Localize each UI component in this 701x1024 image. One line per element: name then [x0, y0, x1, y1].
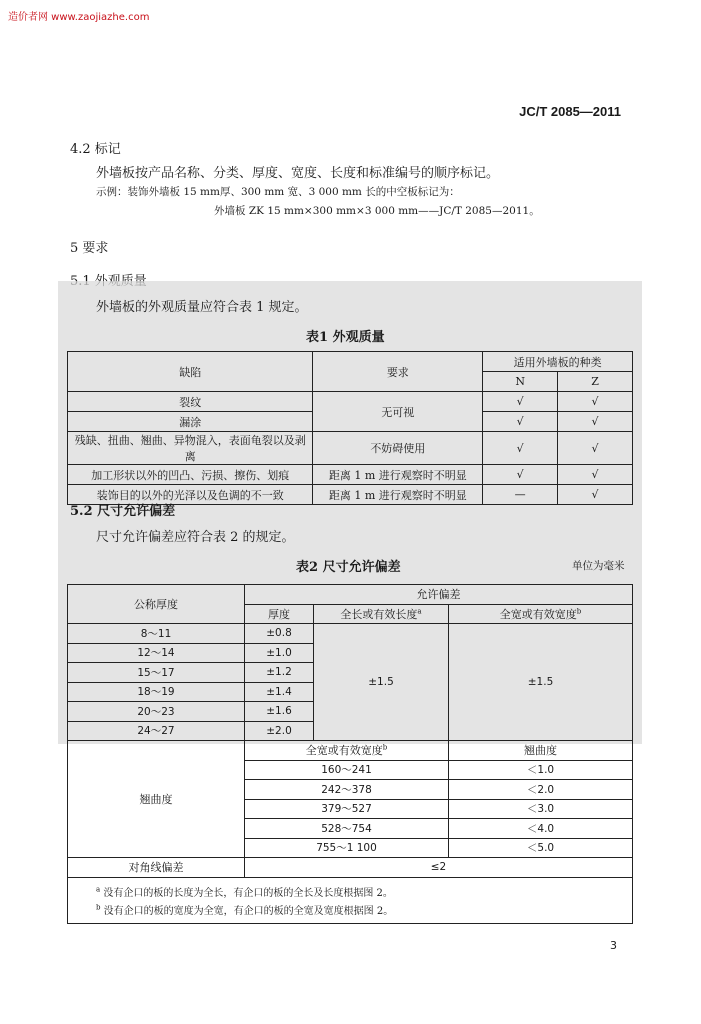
- thickness-dev-cell: ±2.0: [245, 721, 314, 741]
- header-types: 适用外墙板的种类: [483, 352, 633, 372]
- section-5-1-text: 外墙板的外观质量应符合表 1 规定。: [96, 300, 308, 315]
- warp-value-cell: ＜3.0: [449, 799, 633, 819]
- table-row: [68, 741, 633, 761]
- example-mark: 外墙板 ZK 15 mm×300 mm×3 000 mm——JC/T 2085—2011。: [214, 205, 540, 217]
- defect-cell: 装饰目的以外的光泽以及色调的不一致: [68, 485, 313, 505]
- warp-range-cell: 379～527: [245, 799, 449, 819]
- diagonal-value: ≤2: [245, 858, 633, 878]
- example-label: 示例：装饰外墙板 15 mm厚、300 mm 宽、3 000 mm 长的中空板标记为：: [96, 186, 460, 198]
- table1-title: 表1 外观质量: [306, 330, 385, 345]
- n-cell: √: [483, 392, 558, 412]
- warp-range-cell: 160～241: [245, 760, 449, 780]
- warp-range-cell: 242～378: [245, 780, 449, 800]
- header-length: 全长或有效长度$^a$: [314, 604, 449, 624]
- nominal-cell: 20～23: [68, 702, 245, 722]
- header-allow: 允许偏差: [245, 585, 633, 605]
- z-cell: √: [558, 485, 633, 505]
- note-b: $^b$ 没有企口的板的宽度为全宽，有企口的板的全宽及宽度根据图 2。: [96, 903, 394, 917]
- defect-cell: 残缺、扭曲、翘曲、异物混入，表面龟裂以及剥离: [68, 432, 313, 465]
- unit-label: 单位为毫米: [572, 560, 625, 572]
- page-number: 3: [610, 939, 617, 952]
- table2-title: 表2 尺寸允许偏差: [296, 560, 401, 575]
- header-thickness: 厚度: [245, 604, 314, 624]
- table-row: [68, 858, 633, 878]
- header-n: N: [483, 372, 558, 392]
- nominal-cell: 15～17: [68, 663, 245, 683]
- nominal-cell: 18～19: [68, 682, 245, 702]
- nominal-cell: 8～11: [68, 624, 245, 644]
- thickness-dev-cell: ±1.6: [245, 702, 314, 722]
- table-row: [68, 392, 633, 412]
- n-cell: √: [483, 432, 558, 465]
- nominal-cell: 12～14: [68, 643, 245, 663]
- watermark: 造价者网 www.zaojiazhe.com: [8, 12, 150, 23]
- req-cell: 无可视: [313, 392, 483, 432]
- table-notes: [68, 877, 633, 923]
- header-width: 全宽或有效宽度$^b$: [449, 604, 633, 624]
- defect-cell: 裂纹: [68, 392, 313, 412]
- nominal-cell: 24～27: [68, 721, 245, 741]
- section-4-2-text: 外墙板按产品名称、分类、厚度、宽度、长度和标准编号的顺序标记。: [96, 166, 500, 181]
- section-5-2-heading: 5.2 尺寸允许偏差: [70, 504, 176, 519]
- warp-width-header: 全宽或有效宽度$^b$: [245, 741, 449, 761]
- note-a: $^a$ 没有企口的板的长度为全长，有企口的板的全长及长度根据图 2。: [96, 885, 393, 899]
- diagonal-label: 对角线偏差: [68, 858, 245, 878]
- warp-value-cell: ＜4.0: [449, 819, 633, 839]
- table-dimensions: [67, 584, 633, 924]
- header-nominal: 公称厚度: [68, 585, 245, 624]
- warp-range-cell: 755～1 100: [245, 838, 449, 858]
- table-notes-row: [68, 877, 633, 923]
- n-cell: √: [483, 465, 558, 485]
- table-appearance: [67, 351, 633, 505]
- req-cell: 距离 1 m 进行观察时不明显: [313, 465, 483, 485]
- table-row: [68, 465, 633, 485]
- z-cell: √: [558, 412, 633, 432]
- width-dev-cell: ±1.5: [449, 624, 633, 741]
- req-cell: 距离 1 m 进行观察时不明显: [313, 485, 483, 505]
- defect-cell: 加工形状以外的凹凸、污损、擦伤、划痕: [68, 465, 313, 485]
- warp-value-cell: ＜5.0: [449, 838, 633, 858]
- thickness-dev-cell: ±1.4: [245, 682, 314, 702]
- length-dev-cell: ±1.5: [314, 624, 449, 741]
- req-cell: 不妨碍使用: [313, 432, 483, 465]
- section-4-2-heading: 4.2 标记: [70, 142, 121, 157]
- header-defect: 缺陷: [68, 352, 313, 392]
- warp-label: 翘曲度: [68, 741, 245, 858]
- standard-number: JC/T 2085—2011: [519, 104, 621, 119]
- warp-value-cell: ＜1.0: [449, 760, 633, 780]
- warp-range-cell: 528～754: [245, 819, 449, 839]
- z-cell: √: [558, 432, 633, 465]
- n-cell: —: [483, 485, 558, 505]
- table-row: [68, 624, 633, 644]
- n-cell: √: [483, 412, 558, 432]
- defect-cell: 漏涂: [68, 412, 313, 432]
- header-z: Z: [558, 372, 633, 392]
- section-5-heading: 5 要求: [70, 241, 109, 256]
- z-cell: √: [558, 392, 633, 412]
- thickness-dev-cell: ±0.8: [245, 624, 314, 644]
- z-cell: √: [558, 465, 633, 485]
- section-5-2-text: 尺寸允许偏差应符合表 2 的规定。: [96, 530, 295, 545]
- thickness-dev-cell: ±1.2: [245, 663, 314, 683]
- warp-value-cell: ＜2.0: [449, 780, 633, 800]
- warp-value-header: 翘曲度: [449, 741, 633, 761]
- thickness-dev-cell: ±1.0: [245, 643, 314, 663]
- table-row: [68, 432, 633, 465]
- header-requirement: 要求: [313, 352, 483, 392]
